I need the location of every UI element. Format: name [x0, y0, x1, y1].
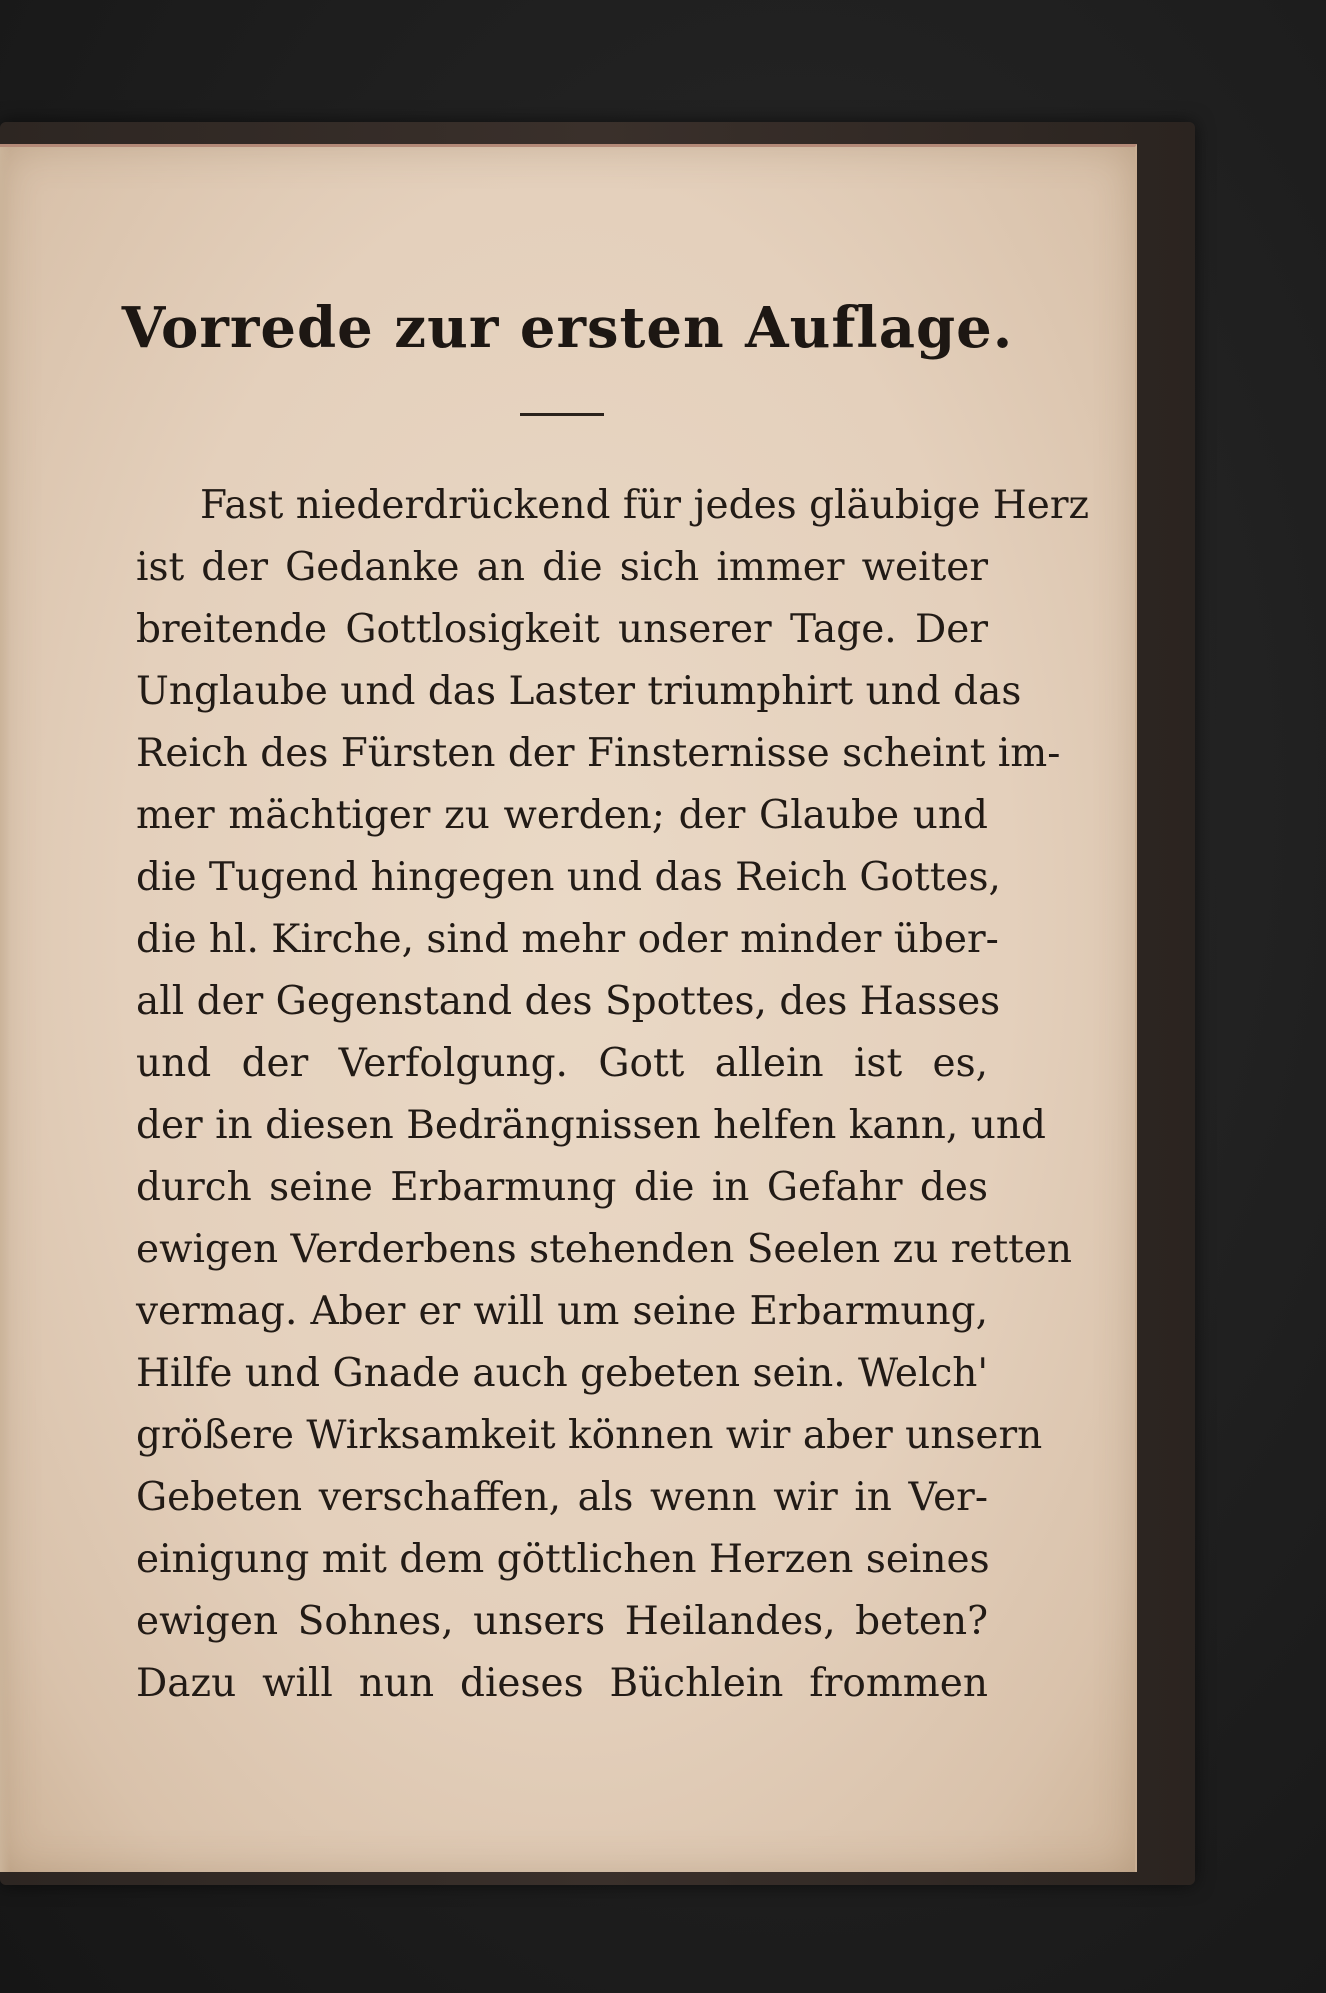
text-line: all der Gegenstand des Spottes, des Hasses: [136, 979, 1001, 1024]
preface-text: [136, 475, 1090, 1715]
text-line: Hilfe und Gnade auch gebeten sein. Welch': [136, 1351, 989, 1396]
book-page: [0, 144, 1137, 1872]
text-line: durch seine Erbarmung die in Gefahr des: [136, 1165, 988, 1210]
text-line: Dazu will nun dieses Büchlein frommen: [136, 1661, 988, 1706]
text-line: breitende Gottlosigkeit unserer Tage. Der: [136, 607, 988, 652]
text-line: der in diesen Bedrängnissen helfen kann, und: [136, 1103, 1046, 1148]
text-line: Gebeten verschaffen, als wenn wir in Ver-: [136, 1475, 988, 1520]
page-edge: [0, 147, 10, 1872]
text-line: einigung mit dem göttlichen Herzen seines: [136, 1537, 990, 1582]
text-line: die Tugend hingegen und das Reich Gottes,: [136, 855, 1001, 900]
text-line: größere Wirksamkeit können wir aber unsern: [136, 1413, 1043, 1458]
title-divider: [520, 413, 604, 416]
text-line: ist der Gedanke an die sich immer weiter: [136, 545, 988, 590]
text-line: ewigen Verderbens stehenden Seelen zu retten: [136, 1227, 1072, 1272]
text-line: mer mächtiger zu werden; der Glaube und: [136, 793, 988, 838]
text-line: ewigen Sohnes, unsers Heilandes, beten?: [136, 1599, 988, 1644]
text-line: die hl. Kirche, sind mehr oder minder über-: [136, 917, 999, 962]
text-line: und der Verfolgung. Gott allein ist es,: [136, 1041, 988, 1086]
page-title: Vorrede zur ersten Auflage.: [121, 295, 1014, 361]
text-line: Unglaube und das Laster triumphirt und das: [136, 669, 1022, 714]
text-line: Fast niederdrückend für jedes gläubige Herz: [200, 483, 1090, 528]
text-line: vermag. Aber er will um seine Erbarmung,: [136, 1289, 988, 1334]
text-line: Reich des Fürsten der Finsternisse scheint im-: [136, 731, 1061, 776]
